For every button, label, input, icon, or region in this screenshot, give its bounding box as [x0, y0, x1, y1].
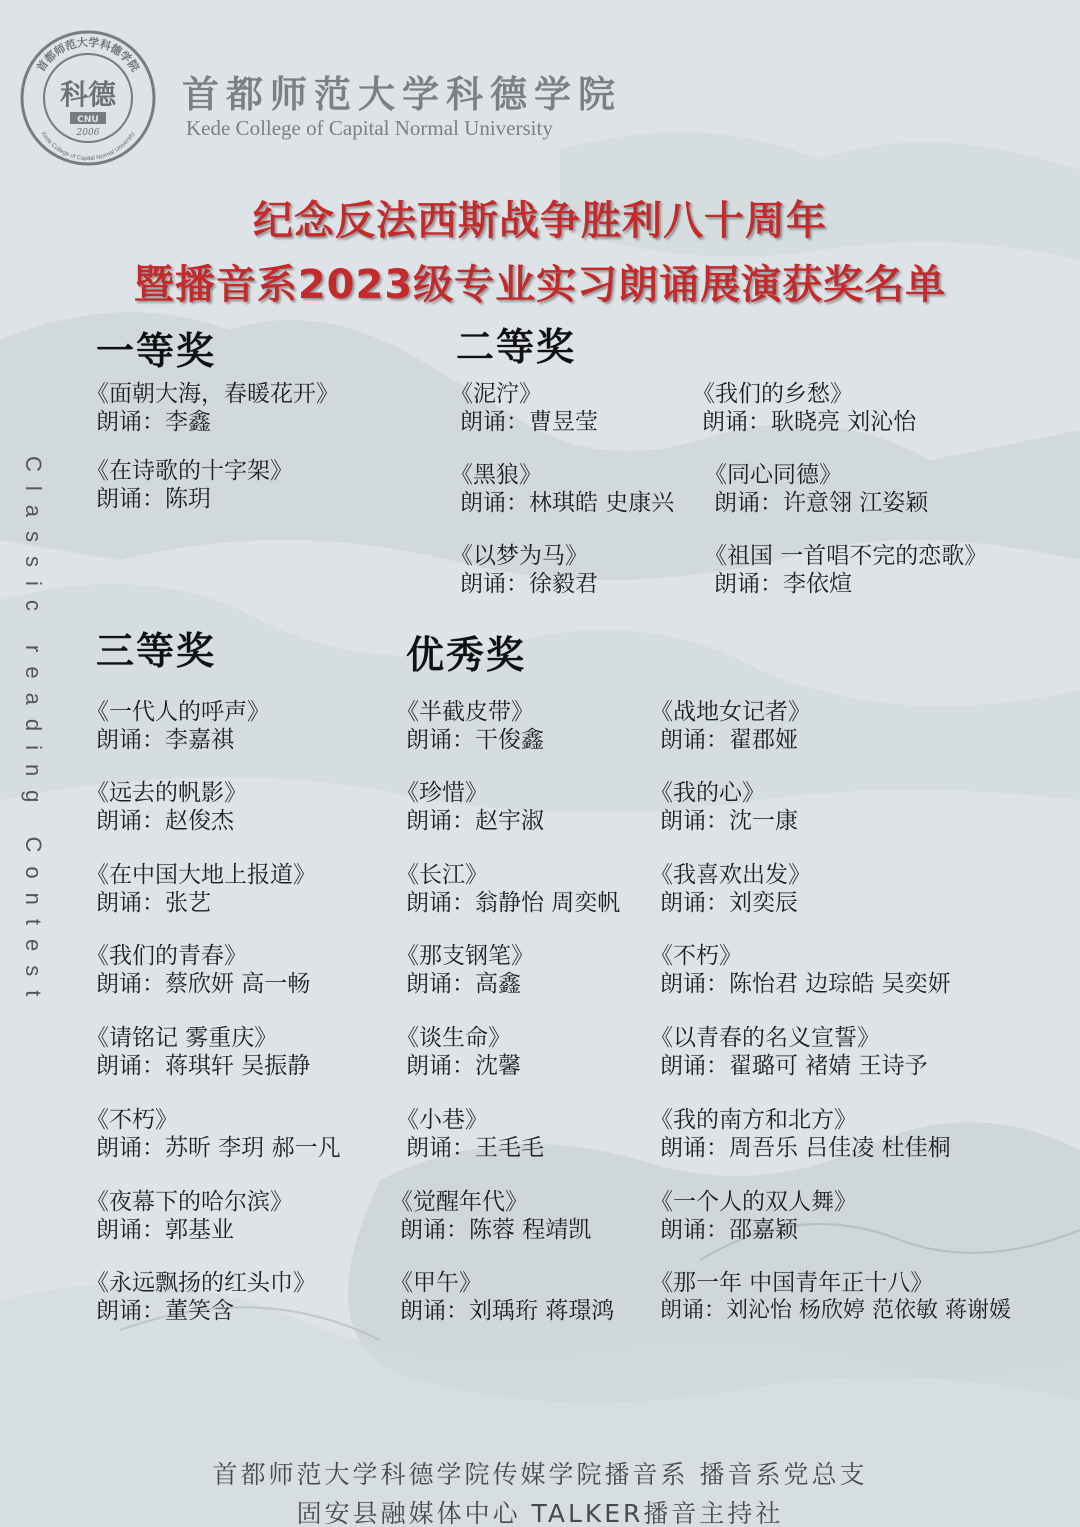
list-item	[396, 942, 534, 998]
list-item	[396, 779, 544, 835]
college-logo-icon	[18, 28, 158, 168]
vertical-word: Contest	[21, 836, 46, 1011]
list-item	[650, 698, 811, 754]
logo-badge: CNU	[77, 115, 99, 125]
poem-title: 《不朽》	[86, 1107, 178, 1133]
list-item	[396, 1024, 521, 1080]
poem-reader: 朗诵：干俊鑫	[406, 727, 544, 753]
poem-reader: 朗诵：苏昕 李玥 郝一凡	[96, 1135, 341, 1161]
poem-title: 《面朝大海，春暖花开》	[86, 381, 339, 407]
list-item	[650, 861, 811, 917]
poem-reader: 朗诵：翁静怡 周奕帆	[406, 890, 621, 916]
poem-title: 《以梦为马》	[450, 543, 588, 569]
poem-title: 《夜幕下的哈尔滨》	[86, 1189, 293, 1215]
list-item	[650, 1106, 951, 1162]
list-item	[450, 542, 598, 598]
list-item	[86, 380, 339, 436]
organizer-line-2: 固安县融媒体中心 TALKER播音主持社	[296, 1499, 784, 1527]
poem-reader: 朗诵：刘沁怡 杨欣婷 范依敏 蒋谢媛	[660, 1298, 1011, 1323]
poem-title: 《在诗歌的十字架》	[86, 458, 293, 484]
poem-title: 《战地女记者》	[650, 699, 811, 725]
poem-title: 《以青春的名义宣誓》	[650, 1025, 880, 1051]
poem-title: 《半截皮带》	[396, 699, 534, 725]
poem-reader: 朗诵：刘奕辰	[660, 890, 798, 916]
school-name-cn: 首都师范大学科德学院	[182, 72, 622, 116]
poem-title: 《谈生命》	[396, 1025, 511, 1051]
list-item	[86, 779, 247, 835]
list-item	[86, 1269, 316, 1325]
list-item	[390, 1188, 591, 1244]
poem-reader: 朗诵：赵宇淑	[406, 808, 544, 834]
poem-reader: 朗诵：张艺	[96, 890, 211, 916]
list-item	[650, 779, 798, 835]
poem-title: 《一个人的双人舞》	[650, 1189, 857, 1215]
poem-reader: 朗诵：邵嘉颖	[660, 1217, 798, 1243]
poem-reader: 朗诵：赵俊杰	[96, 808, 234, 834]
list-item	[692, 380, 916, 436]
vertical-slogan	[20, 456, 44, 1010]
list-item	[86, 698, 270, 754]
poem-title: 《我的心》	[650, 780, 765, 806]
poem-title: 《泥泞》	[450, 381, 542, 407]
poem-title: 《远去的帆影》	[86, 780, 247, 806]
list-item	[704, 461, 928, 517]
title-line-1: 纪念反法西斯战争胜利八十周年	[253, 198, 827, 244]
list-item	[86, 942, 310, 998]
list-item	[450, 461, 674, 517]
poem-title: 《我的南方和北方》	[650, 1107, 857, 1133]
poem-title: 《黑狼》	[450, 462, 542, 488]
poem-title: 《祖国 一首唱不完的恋歌》	[704, 543, 988, 569]
title-line-2: 暨播音系2023级专业实习朗诵展演获奖名单	[133, 262, 947, 308]
poem-reader: 朗诵：李依煊	[714, 571, 852, 597]
poem-reader: 朗诵：高鑫	[406, 971, 521, 997]
poem-title: 《小巷》	[396, 1107, 488, 1133]
organizer-line-1: 首都师范大学科德学院传媒学院播音系 播音系党总支	[212, 1460, 868, 1489]
poem-reader: 朗诵：翟璐可 褚婧 王诗予	[660, 1053, 928, 1079]
poem-title: 《一代人的呼声》	[86, 699, 270, 725]
school-name-en: Kede College of Capital Normal University	[186, 116, 553, 140]
poem-reader: 朗诵：陈玥	[96, 486, 211, 512]
list-item	[86, 1024, 310, 1080]
logo-ring-cn: 首都师范大学科德学院	[34, 35, 142, 75]
poem-reader: 朗诵：蔡欣妍 高一畅	[96, 971, 311, 997]
poem-title: 《珍惜》	[396, 780, 488, 806]
poem-title: 《我喜欢出发》	[650, 862, 811, 888]
list-item	[650, 942, 951, 998]
logo-year: 2006	[76, 128, 100, 138]
list-item	[650, 1188, 857, 1244]
poem-reader: 朗诵：耿晓亮 刘沁怡	[702, 409, 917, 435]
heading-first-prize: 一等奖	[96, 328, 217, 373]
poem-title: 《在中国大地上报道》	[86, 862, 316, 888]
list-item	[86, 1106, 341, 1162]
list-item	[396, 698, 544, 754]
list-item	[650, 1024, 928, 1080]
list-item	[390, 1269, 614, 1325]
heading-excellence-prize: 优秀奖	[406, 632, 527, 677]
poem-reader: 朗诵：李鑫	[96, 409, 211, 435]
poem-reader: 朗诵：沈馨	[406, 1053, 521, 1079]
poem-reader: 朗诵：许意翎 江姿颖	[714, 490, 929, 516]
list-item	[86, 457, 293, 513]
poem-title: 《长江》	[396, 862, 488, 888]
heading-second-prize: 二等奖	[456, 324, 577, 369]
poem-title: 《我们的乡愁》	[692, 381, 853, 407]
heading-third-prize: 三等奖	[96, 628, 217, 673]
poem-title: 《觉醒年代》	[390, 1189, 528, 1215]
list-item	[86, 1188, 293, 1244]
poem-reader: 朗诵：蒋琪轩 吴振静	[96, 1053, 311, 1079]
logo-ring-en: Kede College of Capital Normal University	[39, 131, 137, 163]
list-item	[704, 542, 987, 598]
poem-title: 《那支钢笔》	[396, 943, 534, 969]
poem-title: 《不朽》	[650, 943, 742, 969]
poem-title: 《甲午》	[390, 1270, 482, 1296]
poem-reader: 朗诵：陈蓉 程靖凯	[400, 1217, 592, 1243]
poem-reader: 朗诵：沈一康	[660, 808, 798, 834]
list-item	[396, 1106, 544, 1162]
logo-mark: 科德	[59, 78, 117, 111]
poem-reader: 朗诵：周吾乐 吕佳凌 杜佳桐	[660, 1135, 951, 1161]
poem-reader: 朗诵：李嘉祺	[96, 727, 234, 753]
poem-reader: 朗诵：王毛毛	[406, 1135, 544, 1161]
list-item	[86, 861, 316, 917]
poem-reader: 朗诵：曹昱莹	[460, 409, 598, 435]
list-item	[650, 1269, 1011, 1325]
poem-reader: 朗诵：刘瑀珩 蒋璟鸿	[400, 1298, 615, 1324]
poem-title: 《请铭记 雾重庆》	[86, 1025, 278, 1051]
poem-title: 《永远飘扬的红头巾》	[86, 1270, 316, 1296]
list-item	[396, 861, 620, 917]
poem-reader: 朗诵：陈怡君 边琮皓 吴奕妍	[660, 971, 951, 997]
poem-reader: 朗诵：郭基业	[96, 1217, 234, 1243]
vertical-word: reading	[21, 645, 46, 817]
poem-reader: 朗诵：林琪皓 史康兴	[460, 490, 675, 516]
poem-reader: 朗诵：翟郡娅	[660, 727, 798, 753]
poem-reader: 朗诵：董笑含	[96, 1298, 234, 1324]
poem-title: 《我们的青春》	[86, 943, 247, 969]
poem-title: 《那一年 中国青年正十八》	[650, 1270, 934, 1296]
poem-title: 《同心同德》	[704, 462, 842, 488]
poem-reader: 朗诵：徐毅君	[460, 571, 598, 597]
vertical-word: Classic	[21, 456, 46, 625]
list-item	[450, 380, 598, 436]
